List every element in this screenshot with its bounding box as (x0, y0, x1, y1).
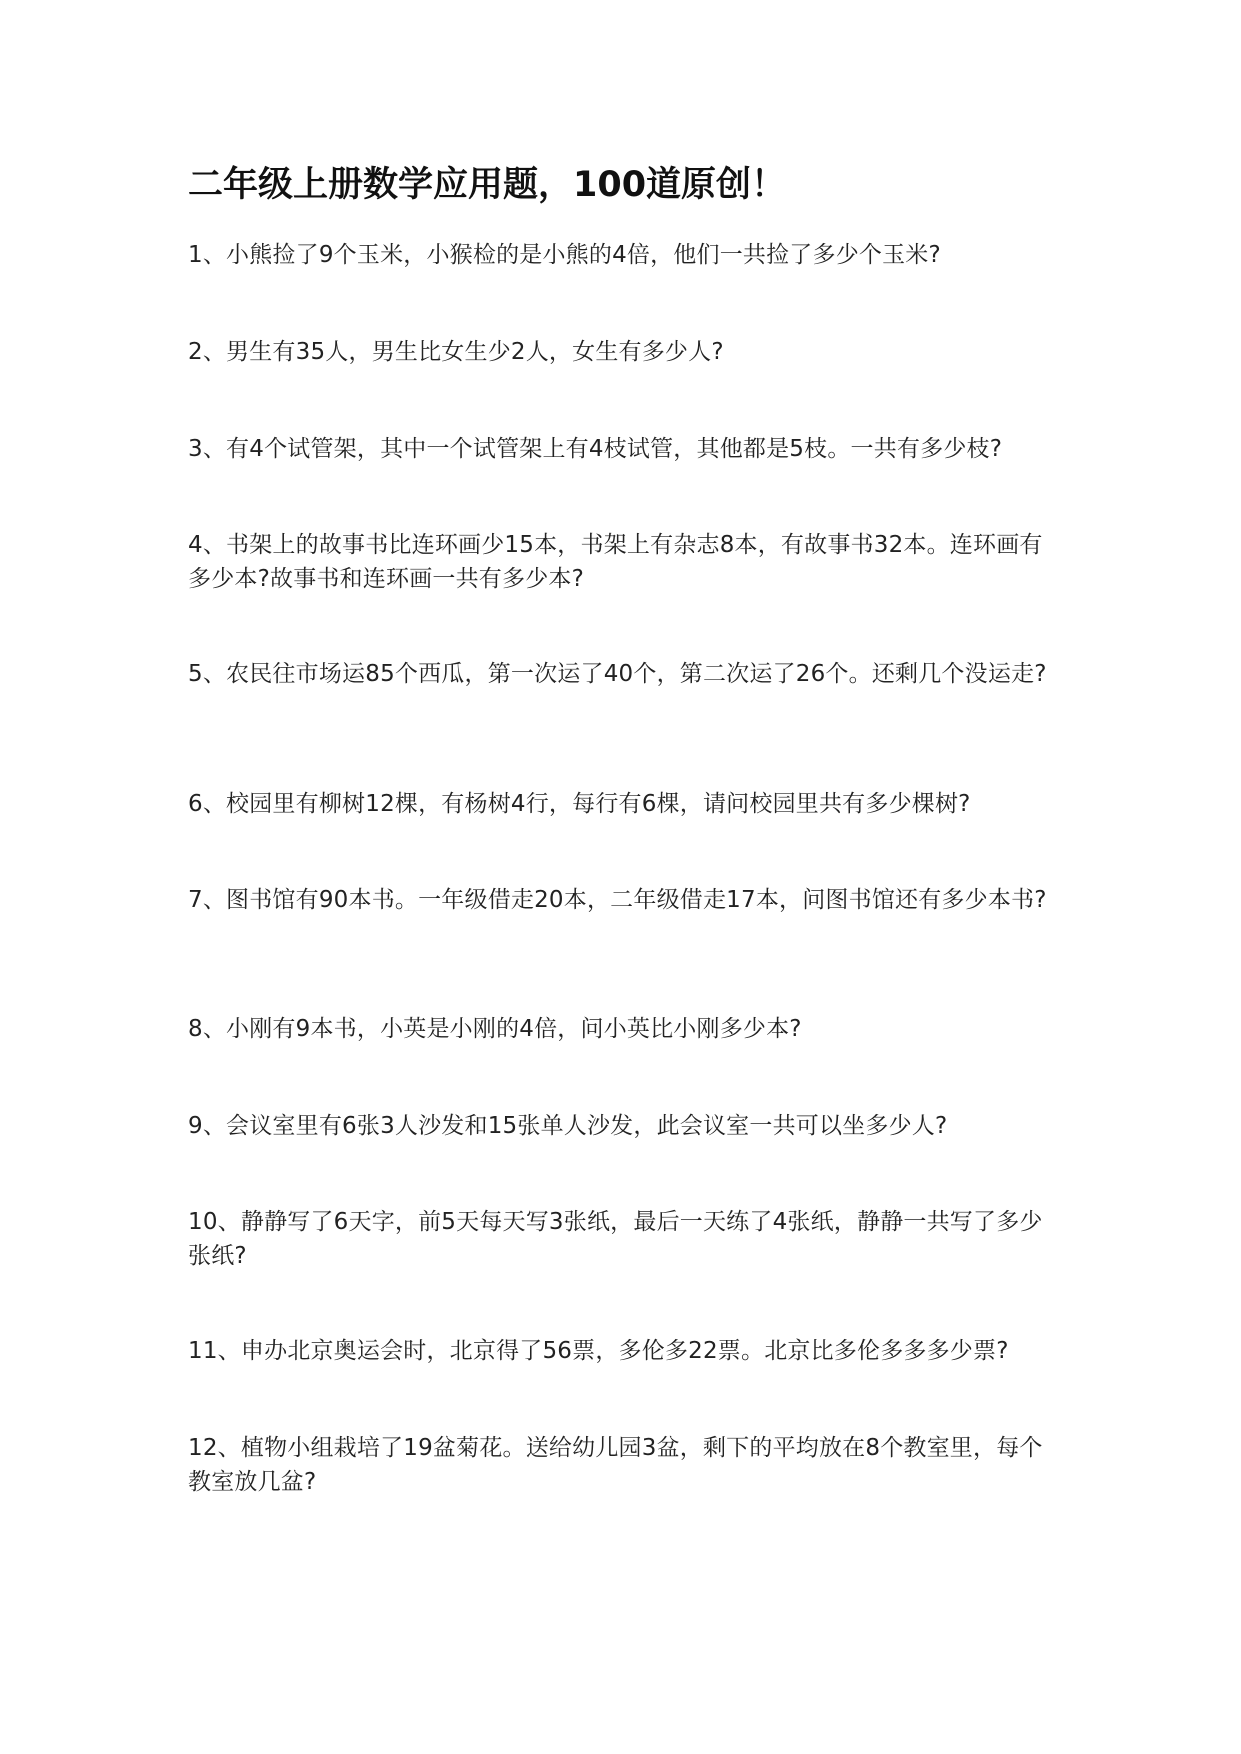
question-5: 5、农民往市场运85个西瓜，第一次运了40个，第二次运了26个。还剩几个没运走? (188, 661, 1047, 687)
question-9: 9、会议室里有6张3人沙发和15张单人沙发，此会议室一共可以坐多少人? (188, 1113, 948, 1139)
question-4: 4、书架上的故事书比连环画少15本，书架上有杂志8本，有故事书32本。连环画有多少本?故事书和连环画一共有多少本? (188, 532, 1043, 592)
question-12: 12、植物小组栽培了19盆菊花。送给幼儿园3盆，剩下的平均放在8个教室里，每个教室放几盆? (188, 1435, 1043, 1495)
question-8: 8、小刚有9本书，小英是小刚的4倍，问小英比小刚多少本? (188, 1016, 802, 1042)
question-2: 2、男生有35人，男生比女生少2人，女生有多少人? (188, 339, 724, 365)
document-title: 二年级上册数学应用题，100道原创！ (188, 165, 787, 205)
question-6: 6、校园里有柳树12棵，有杨树4行，每行有6棵，请问校园里共有多少棵树? (188, 791, 971, 817)
question-3: 3、有4个试管架，其中一个试管架上有4枝试管，其他都是5枝。一共有多少枝? (188, 436, 1003, 462)
question-1: 1、小熊捡了9个玉米，小猴检的是小熊的4倍，他们一共捡了多少个玉米? (188, 242, 941, 268)
question-10: 10、静静写了6天字，前5天每天写3张纸，最后一天练了4张纸，静静一共写了多少张纸? (188, 1209, 1043, 1269)
question-11: 11、申办北京奥运会时，北京得了56票，多伦多22票。北京比多伦多多多少票? (188, 1338, 1009, 1364)
question-7: 7、图书馆有90本书。一年级借走20本，二年级借走17本，问图书馆还有多少本书? (188, 887, 1047, 913)
